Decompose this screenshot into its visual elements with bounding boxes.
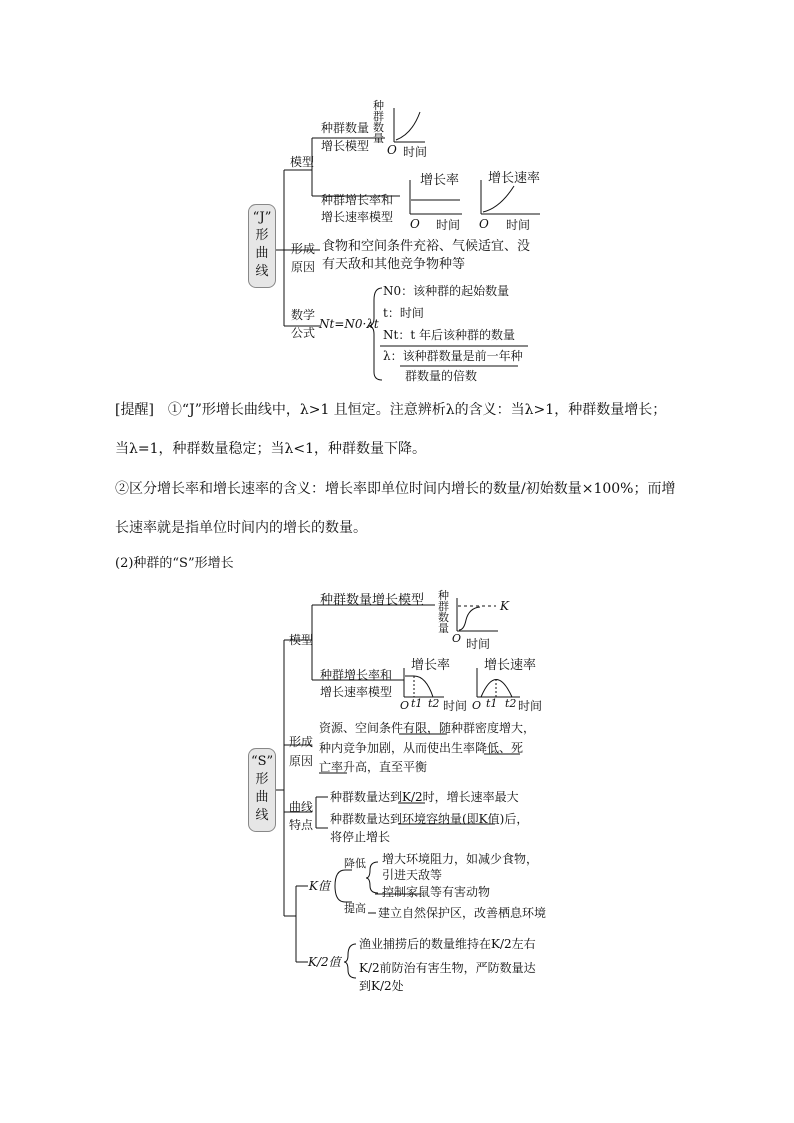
s-graph2-t2: t2 xyxy=(428,697,440,710)
s-graph3-t2: t2 xyxy=(505,697,517,710)
s-graph1-xlabel: 时间 xyxy=(466,637,491,651)
s-cause-label-1: 形成 xyxy=(289,735,314,749)
formula-label-2: 公式 xyxy=(291,326,316,340)
s-graph2-origin: O xyxy=(400,699,410,712)
def-n0: N0：该种群的起始数量 xyxy=(383,284,510,298)
branch2-line1: 种群增长率和 xyxy=(321,193,394,207)
def-t: t：时间 xyxy=(383,306,424,320)
s-graph1-ylabel: 种群数量 xyxy=(438,589,449,635)
graph3-ylabel: 增长速率 xyxy=(488,171,541,186)
s-raise-item: 建立自然保护区，改善栖息环境 xyxy=(378,906,547,920)
section-heading: (2)种群的“S”形增长 xyxy=(115,556,234,571)
graph3-origin: O xyxy=(479,217,489,231)
tip-line-4: 长速率就是指单位时间内的增长的数量。 xyxy=(115,520,367,536)
s-reduce-item-2: 引进天敌等 xyxy=(382,868,443,882)
graph2-origin: O xyxy=(410,217,420,231)
s-cause-label-2: 原因 xyxy=(289,754,314,768)
s-k-label: K值 xyxy=(309,879,330,893)
s-branch1: 种群数量增长模型 xyxy=(320,593,425,608)
s-branch2-line2: 增长速率模型 xyxy=(320,685,393,699)
s-graph1-k-label: K xyxy=(500,599,509,613)
graph1-ylabel: 种群数量 xyxy=(373,99,384,145)
graph1-origin: O xyxy=(387,143,397,157)
s-branch2-line1: 种群增长率和 xyxy=(320,668,393,682)
s-k2-item-2-line2: 到K/2处 xyxy=(359,979,404,993)
s-curve-root-box xyxy=(248,748,276,832)
s-k2-item-1: 渔业捕捞后的数量维持在K/2左右 xyxy=(359,937,536,951)
s-graph3-t1: t1 xyxy=(486,697,498,710)
root-label-line: 线 xyxy=(255,808,269,823)
root-label-line: 线 xyxy=(255,264,269,279)
s-feature-label-2: 特点 xyxy=(289,818,314,832)
graph1-xlabel: 时间 xyxy=(403,145,428,159)
s-reduce-item-3: 控制家鼠等有害动物 xyxy=(382,885,491,899)
s-k2-item-2-line1: K/2前防治有害生物，严防数量达 xyxy=(359,961,536,975)
root-label-line: 曲 xyxy=(255,246,269,261)
s-graph2-ylabel: 增长率 xyxy=(411,658,451,673)
cause-label-1: 形成 xyxy=(291,242,316,256)
graph2-xlabel: 时间 xyxy=(436,218,461,232)
cause-label-2: 原因 xyxy=(291,260,316,274)
s-model-label: 模型 xyxy=(289,633,314,647)
s-feature-2-line2: 将停止增长 xyxy=(330,830,391,844)
s-feature-label-1: 曲线 xyxy=(289,800,314,814)
cause-text-2: 有天敌和其他竞争物种等 xyxy=(322,257,466,272)
s-graph3-xlabel: 时间 xyxy=(518,699,543,713)
root-label-line: “J” xyxy=(252,210,272,225)
tip-line-1: [提醒] ①“J”形增长曲线中，λ>1 且恒定。注意辨析λ的含义：当λ>1，种群数量增长； xyxy=(115,402,667,418)
def-lambda-2: 群数量的倍数 xyxy=(405,369,478,383)
tip-line-3: ②区分增长率和增长速率的含义：增长率即单位时间内增长的数量/初始数量×100%；而增 xyxy=(115,481,676,497)
cause-text-1: 食物和空间条件充裕、气候适宜、没 xyxy=(322,239,531,254)
branch1-line2: 增长模型 xyxy=(321,139,370,153)
s-graph3-ylabel: 增长速率 xyxy=(484,658,537,673)
s-feature-2-line1: 种群数量达到环境容纳量(即K值)后， xyxy=(330,812,529,826)
formula: Nt=N0·λt xyxy=(319,317,379,331)
s-k2-label: K/2值 xyxy=(308,955,341,969)
s-reduce-item-1: 增大环境阻力，如减少食物， xyxy=(382,852,539,866)
s-graph3-origin: O xyxy=(472,699,482,712)
s-cause-text-3: 亡率升高，直至平衡 xyxy=(319,760,428,774)
graph3-xlabel: 时间 xyxy=(506,218,531,232)
tip-line-2: 当λ=1，种群数量稳定；当λ<1，种群数量下降。 xyxy=(115,441,427,457)
def-lambda-1: λ：该种群数量是前一年种 xyxy=(383,349,523,363)
model-label: 模型 xyxy=(290,155,315,169)
s-graph2-xlabel: 时间 xyxy=(443,699,468,713)
s-cause-text-1: 资源、空间条件有限，随种群密度增大， xyxy=(319,721,536,735)
s-reduce-label: 降低 xyxy=(344,857,366,870)
s-raise-label: 提高 xyxy=(344,902,366,915)
branch2-line2: 增长速率模型 xyxy=(321,210,394,224)
s-feature-1: 种群数量达到K/2时，增长速率最大 xyxy=(330,790,519,804)
root-label-line: 形 xyxy=(255,772,269,787)
root-label-line: 形 xyxy=(255,228,269,243)
s-graph2-t1: t1 xyxy=(411,697,423,710)
s-cause-text-2: 种内竞争加剧，从而使出生率降低、死 xyxy=(319,741,524,755)
s-graph1-origin: O xyxy=(452,632,462,645)
def-nt: Nt：t 年后该种群的数量 xyxy=(383,328,515,342)
branch1-line1: 种群数量 xyxy=(321,121,370,135)
graph2-ylabel: 增长率 xyxy=(420,173,460,188)
root-label-line: “S” xyxy=(251,754,274,769)
root-label-line: 曲 xyxy=(255,790,269,805)
formula-label-1: 数学 xyxy=(291,308,316,322)
